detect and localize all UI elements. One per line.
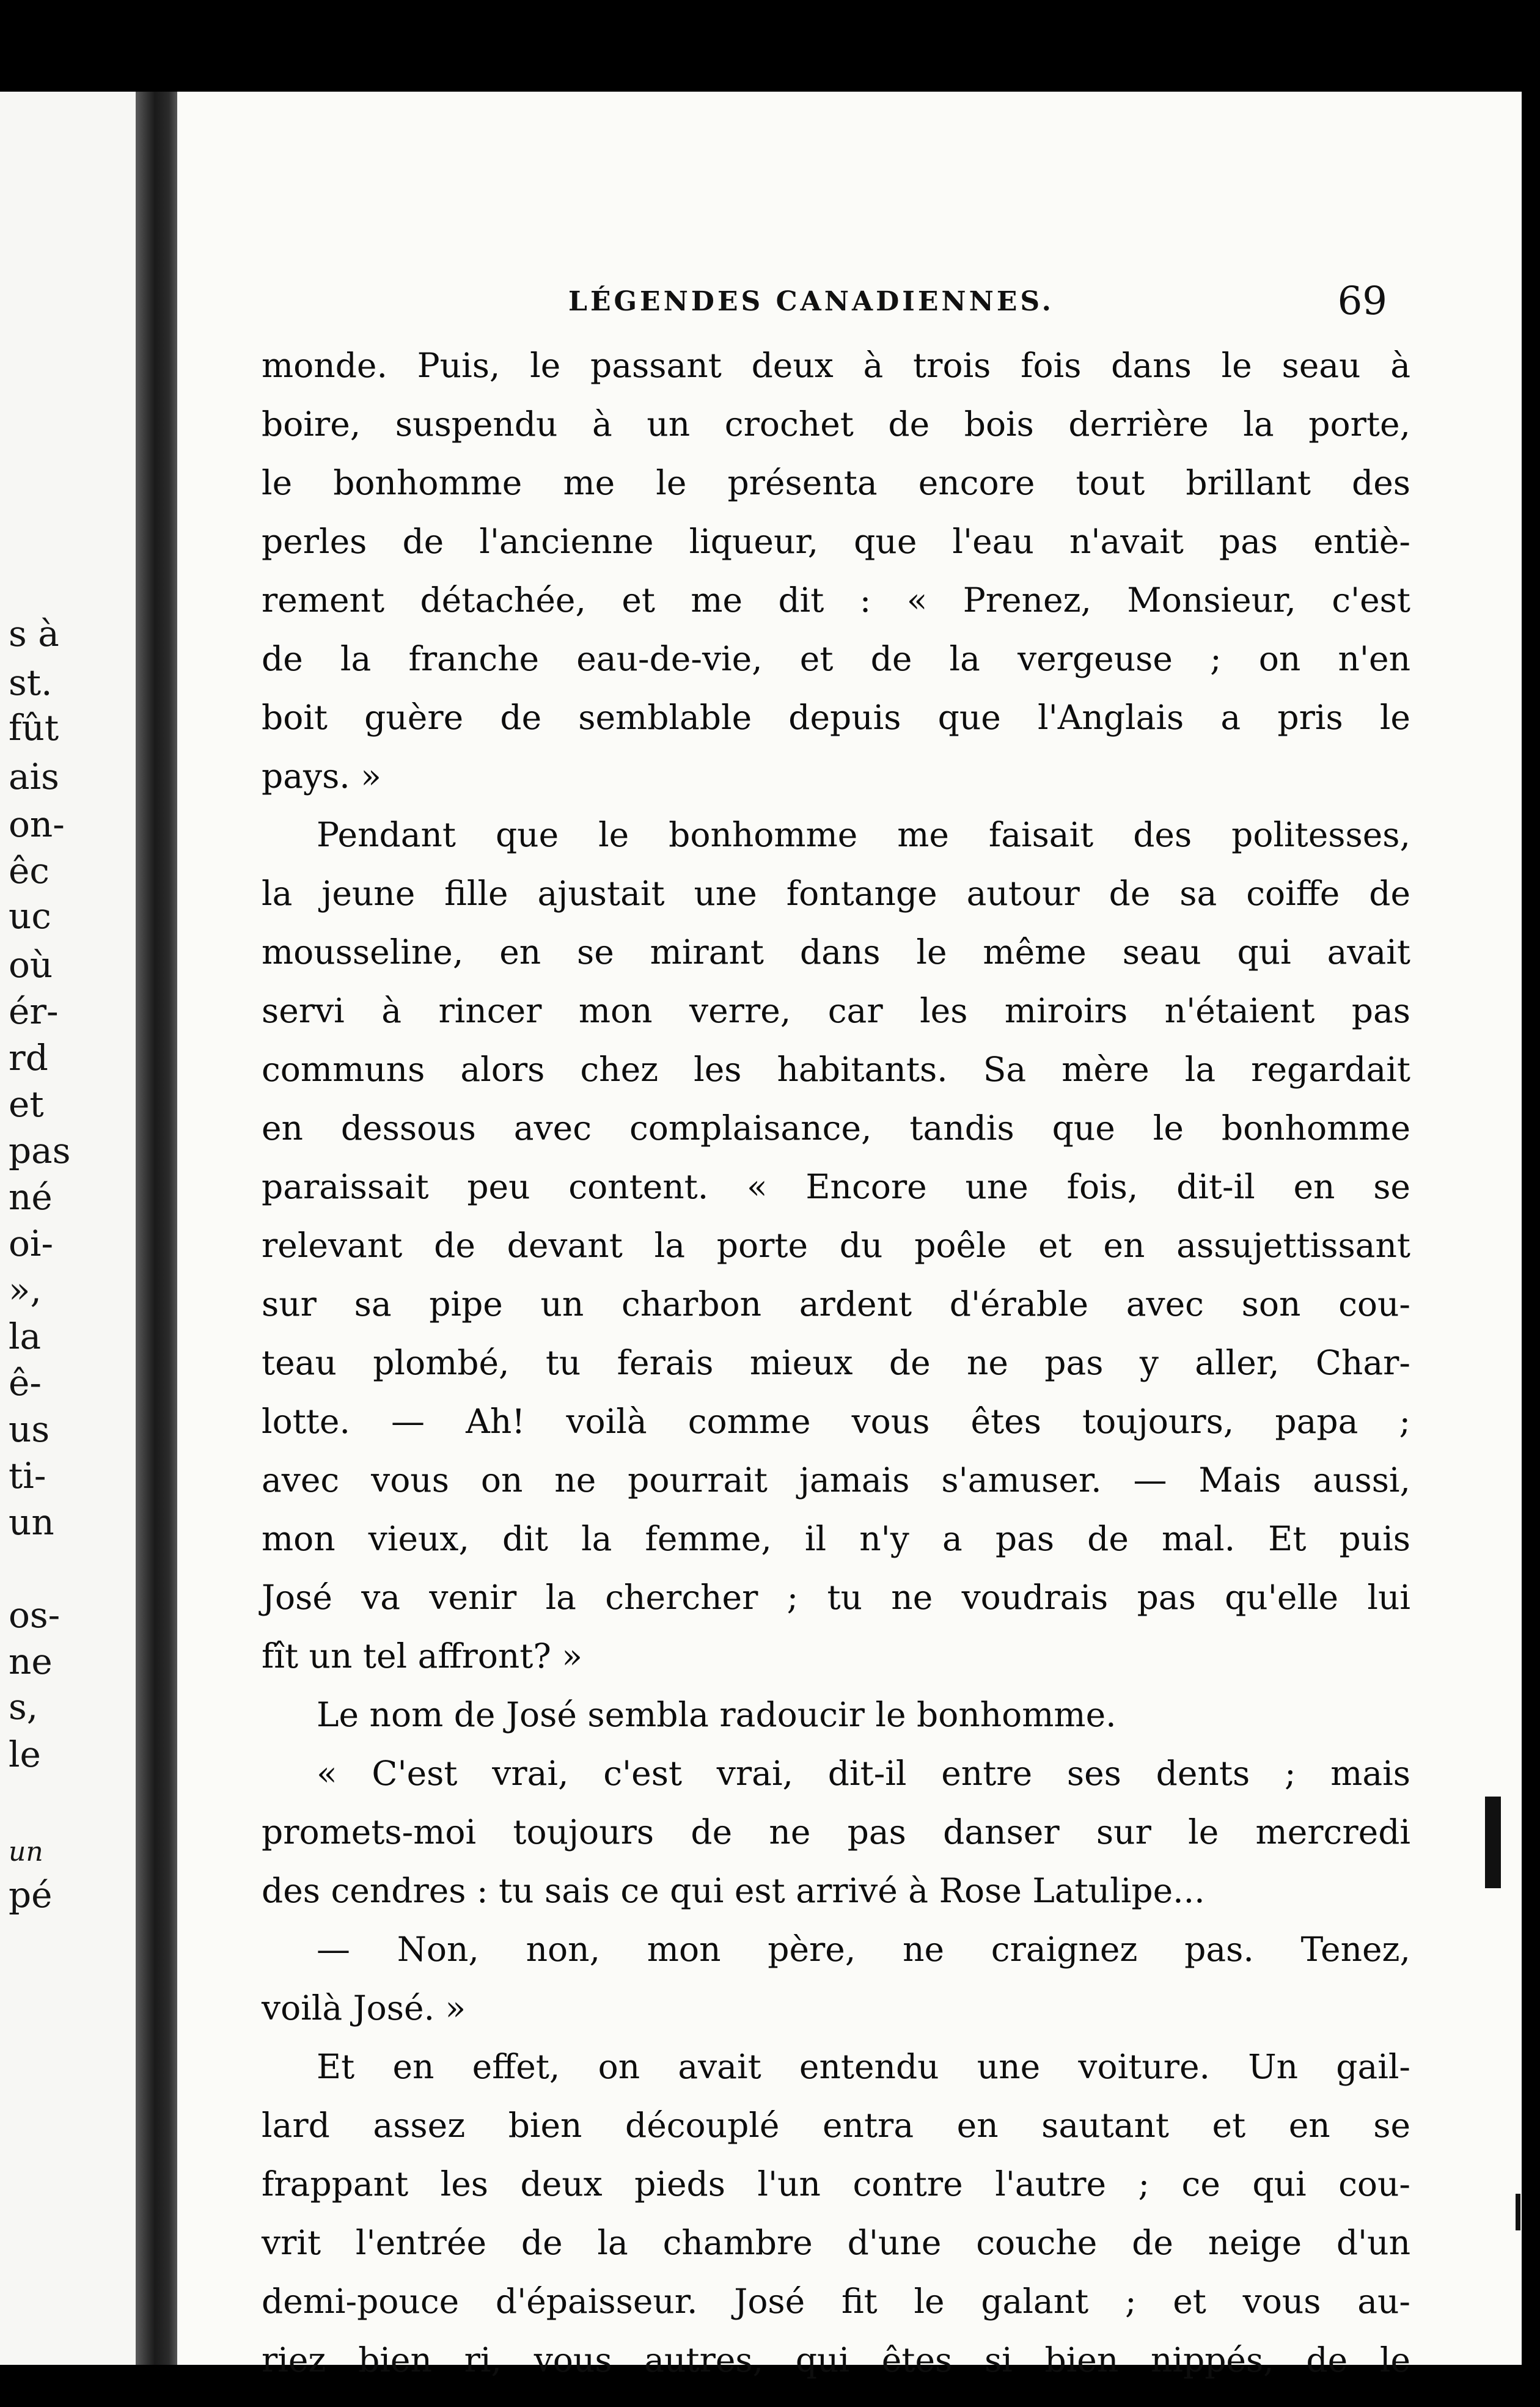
text-line: José va venir la chercher ; tu ne voudrais pas qu'elle lui [262, 1578, 1410, 1617]
left-fragment: ê- [9, 1362, 42, 1404]
text-line: — Non, non, mon père, ne craignez pas. Tenez, [317, 1930, 1410, 1969]
text-line: lotte. — Ah! voilà comme vous êtes toujours, papa ; [262, 1402, 1410, 1441]
left-fragment: us [9, 1409, 50, 1450]
left-fragment: un [9, 1836, 43, 1867]
text-line: boire, suspendu à un crochet de bois derrière la porte, [262, 405, 1410, 444]
left-fragment: né [9, 1176, 53, 1218]
left-fragment: ér- [9, 991, 59, 1032]
left-fragment: », [9, 1269, 42, 1311]
text-line: des cendres : tu sais ce qui est arrivé à Rose Latulipe... [262, 1871, 1205, 1910]
left-fragment: ti- [9, 1455, 46, 1497]
text-line: vrit l'entrée de la chambre d'une couche de neige d'un [262, 2223, 1410, 2262]
text-line: communs alors chez les habitants. Sa mère la regardait [262, 1050, 1410, 1089]
text-line: le bonhomme me le présenta encore tout brillant des [262, 463, 1410, 502]
left-fragment: où [9, 944, 53, 986]
running-head: LÉGENDES CANADIENNES. [568, 286, 1054, 317]
left-fragment: on- [9, 804, 65, 845]
page-body-text [262, 336, 1410, 2389]
text-line: lard assez bien découplé entra en sautant et en se [262, 2106, 1410, 2145]
left-fragment: et [9, 1083, 44, 1125]
text-line: rement détachée, et me dit : « Prenez, Monsieur, c'est [262, 581, 1410, 620]
left-fragment: pas [9, 1130, 71, 1171]
text-line: pays. » [262, 757, 381, 796]
text-line: Pendant que le bonhomme me faisait des politesses, [317, 815, 1410, 854]
left-fragment: st. [9, 662, 53, 703]
left-fragment: fût [9, 707, 59, 749]
text-line: mon vieux, dit la femme, il n'y a pas de mal. Et puis [262, 1519, 1410, 1558]
text-line: demi-pouce d'épaisseur. José fit le galant ; et vous au- [262, 2282, 1410, 2321]
text-line: teau plombé, tu ferais mieux de ne pas y aller, Char- [262, 1343, 1410, 1382]
left-fragment: êc [9, 850, 50, 892]
left-fragment: os- [9, 1594, 61, 1636]
left-fragment: rd [9, 1037, 48, 1079]
left-fragment: pé [9, 1874, 53, 1916]
left-fragment: s à [9, 613, 59, 654]
left-fragment: oi- [9, 1223, 54, 1264]
text-line: de la franche eau-de-vie, et de la vergeuse ; on n'en [262, 639, 1410, 678]
scan-blot [1485, 1797, 1501, 1888]
text-line: sur sa pipe un charbon ardent d'érable avec son cou- [262, 1284, 1410, 1324]
text-line: paraissait peu content. « Encore une fois, dit-il en se [262, 1167, 1410, 1206]
scan-blot [1516, 2194, 1520, 2230]
left-fragment: ne [9, 1641, 53, 1682]
text-line: voilà José. » [262, 1988, 466, 2028]
text-line: « C'est vrai, c'est vrai, dit-il entre ses dents ; mais [317, 1754, 1410, 1793]
text-line: la jeune fille ajustait une fontange autour de sa coiffe de [262, 874, 1410, 913]
text-line: avec vous on ne pourrait jamais s'amuser. — Mais aussi, [262, 1460, 1410, 1500]
left-fragment: ais [9, 756, 59, 797]
left-facing-page [0, 92, 153, 2365]
text-line: perles de l'ancienne liqueur, que l'eau n'avait pas entiè- [262, 522, 1410, 561]
text-line: Et en effet, on avait entendu une voiture. Un gail- [317, 2047, 1410, 2086]
text-line: en dessous avec complaisance, tandis que le bonhomme [262, 1108, 1410, 1148]
text-line: monde. Puis, le passant deux à trois fois dans le seau à [262, 346, 1410, 385]
text-line: riez bien ri, vous autres, qui êtes si bien nippés, de le [262, 2340, 1410, 2380]
text-line: boit guère de semblable depuis que l'Anglais a pris le [262, 698, 1410, 737]
page-number: 69 [1337, 279, 1387, 324]
left-fragment: un [9, 1501, 54, 1543]
text-line: frappant les deux pieds l'un contre l'autre ; ce qui cou- [262, 2164, 1410, 2204]
text-line: Le nom de José sembla radoucir le bonhomme. [317, 1695, 1116, 1734]
book-page [177, 92, 1522, 2380]
text-line: servi à rincer mon verre, car les miroirs n'étaient pas [262, 991, 1410, 1030]
left-fragment: la [9, 1316, 42, 1357]
text-line: fît un tel affront? » [262, 1636, 582, 1676]
left-fragment: le [9, 1734, 41, 1775]
text-line: relevant de devant la porte du poêle et en assujettissant [262, 1226, 1410, 1265]
text-line: promets-moi toujours de ne pas danser sur le mercredi [262, 1812, 1410, 1852]
text-line: mousseline, en se mirant dans le même seau qui avait [262, 932, 1410, 972]
left-fragment: s, [9, 1686, 38, 1727]
page-header [177, 279, 1522, 341]
left-fragment: uc [9, 895, 51, 937]
